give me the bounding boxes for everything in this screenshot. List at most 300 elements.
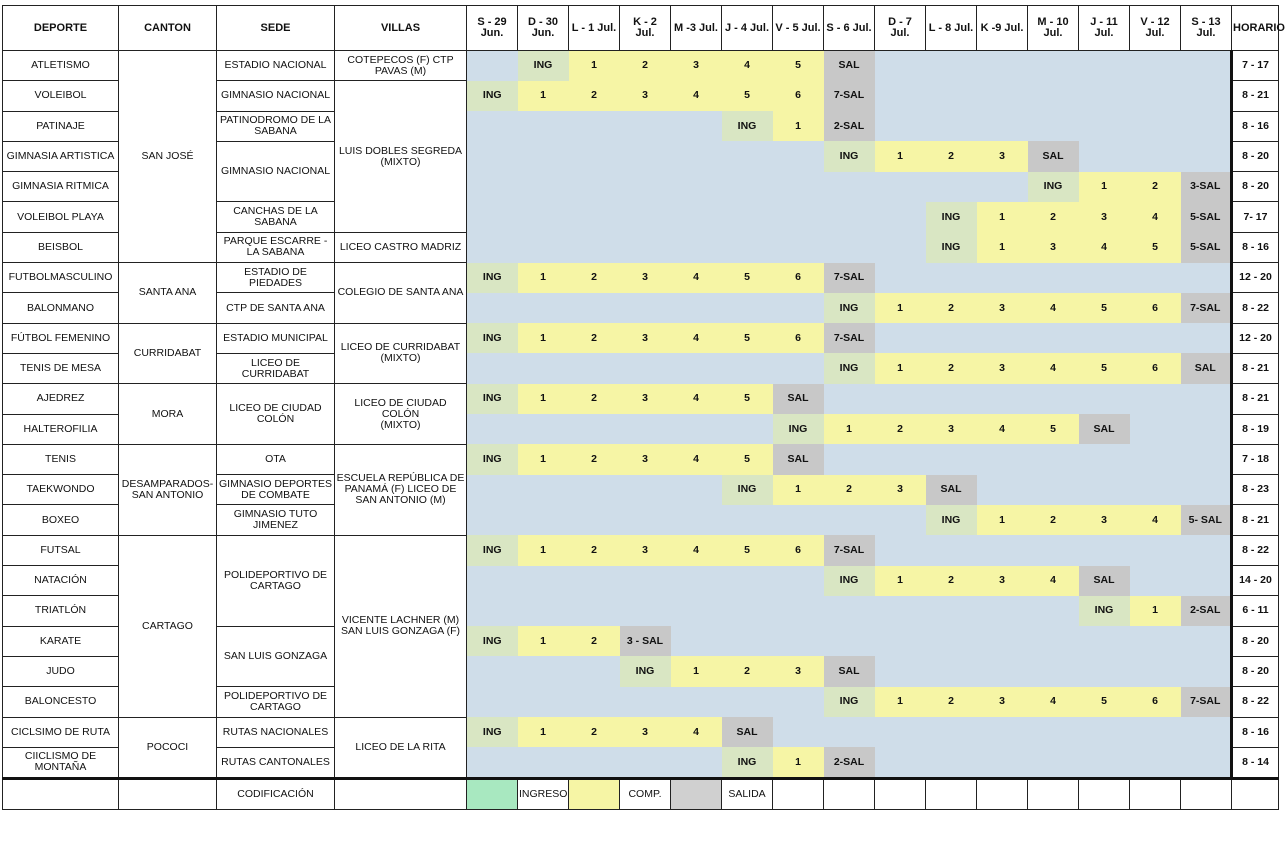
- table-row: [3, 263, 1279, 293]
- schedule-cell: [824, 232, 875, 262]
- legend-spacer: [824, 779, 875, 810]
- hours-cell: 14 - 20: [1232, 566, 1279, 596]
- schedule-cell: [875, 172, 926, 202]
- schedule-cell: 5: [722, 535, 773, 565]
- schedule-cell: [671, 172, 722, 202]
- schedule-cell: [671, 505, 722, 535]
- legend-spacer: [1130, 779, 1181, 810]
- schedule-cell: 2: [1028, 505, 1079, 535]
- schedule-cell: [1028, 626, 1079, 656]
- schedule-cell: [518, 566, 569, 596]
- schedule-cell: [1028, 656, 1079, 686]
- schedule-cell: [620, 596, 671, 626]
- schedule-cell: 3: [977, 687, 1028, 717]
- legend-spacer: [926, 779, 977, 810]
- schedule-cell: ING: [467, 81, 518, 111]
- schedule-cell: [926, 717, 977, 747]
- header-day: K - 2 Jul.: [620, 6, 671, 51]
- schedule-cell: [569, 111, 620, 141]
- sport-name: ATLETISMO: [3, 51, 119, 81]
- schedule-cell: 1: [773, 111, 824, 141]
- schedule-cell: 6: [773, 81, 824, 111]
- schedule-cell: [467, 596, 518, 626]
- schedule-cell: [926, 596, 977, 626]
- schedule-cell: 1: [875, 141, 926, 171]
- schedule-cell: ING: [467, 626, 518, 656]
- schedule-cell: 5: [722, 263, 773, 293]
- schedule-cell: [1079, 475, 1130, 505]
- schedule-cell: 5: [1079, 353, 1130, 383]
- schedule-cell: [569, 566, 620, 596]
- schedule-cell: [1130, 414, 1181, 444]
- schedule-cell: [977, 323, 1028, 353]
- hours-cell: 8 - 16: [1232, 232, 1279, 262]
- schedule-cell: [1028, 323, 1079, 353]
- schedule-cell: [1181, 111, 1232, 141]
- schedule-cell: [722, 141, 773, 171]
- schedule-cell: [875, 626, 926, 656]
- schedule-cell: 3: [620, 81, 671, 111]
- schedule-cell: [1130, 747, 1181, 778]
- schedule-cell: [977, 81, 1028, 111]
- schedule-cell: 4: [1028, 687, 1079, 717]
- canton-name: MORA: [119, 384, 217, 445]
- schedule-cell: 4: [1079, 232, 1130, 262]
- sport-name: TRIATLÓN: [3, 596, 119, 626]
- schedule-cell: 3: [620, 444, 671, 474]
- schedule-cell: [620, 293, 671, 323]
- canton-name: SAN JOSÉ: [119, 51, 217, 263]
- schedule-cell: [875, 263, 926, 293]
- schedule-cell: 5: [722, 444, 773, 474]
- legend-spacer: [1028, 779, 1079, 810]
- schedule-cell: [1181, 475, 1232, 505]
- sport-name: VOLEIBOL PLAYA: [3, 202, 119, 232]
- schedule-cell: [722, 202, 773, 232]
- schedule-cell: [518, 293, 569, 323]
- schedule-cell: [620, 414, 671, 444]
- schedule-cell: ING: [824, 293, 875, 323]
- venue-name: GIMNASIO DEPORTES DE COMBATE: [217, 475, 335, 505]
- schedule-cell: [722, 626, 773, 656]
- schedule-cell: [773, 505, 824, 535]
- schedule-cell: [620, 202, 671, 232]
- schedule-cell: [467, 475, 518, 505]
- schedule-cell: SAL: [1181, 353, 1232, 383]
- sport-name: BOXEO: [3, 505, 119, 535]
- header-day: S - 29 Jun.: [467, 6, 518, 51]
- sport-name: NATACIÓN: [3, 566, 119, 596]
- legend-ingreso-label: INGRESO: [518, 779, 569, 810]
- schedule-cell: [620, 232, 671, 262]
- schedule-cell: 2: [620, 51, 671, 81]
- schedule-cell: 3 - SAL: [620, 626, 671, 656]
- schedule-cell: [518, 111, 569, 141]
- schedule-cell: [824, 717, 875, 747]
- schedule-cell: [977, 444, 1028, 474]
- schedule-cell: 5: [1079, 293, 1130, 323]
- schedule-cell: [1079, 263, 1130, 293]
- schedule-cell: [875, 232, 926, 262]
- schedule-cell: [569, 141, 620, 171]
- schedule-cell: [926, 51, 977, 81]
- schedule-cell: [1130, 141, 1181, 171]
- schedule-cell: ING: [773, 414, 824, 444]
- schedule-cell: [977, 717, 1028, 747]
- schedule-cell: [467, 414, 518, 444]
- schedule-cell: [926, 444, 977, 474]
- schedule-cell: [1079, 141, 1130, 171]
- venue-name: PARQUE ESCARRE - LA SABANA: [217, 232, 335, 262]
- schedule-cell: 4: [1028, 353, 1079, 383]
- header-day: V - 12 Jul.: [1130, 6, 1181, 51]
- schedule-cell: 2: [1130, 172, 1181, 202]
- schedule-cell: 6: [773, 323, 824, 353]
- schedule-cell: [977, 596, 1028, 626]
- legend-spacer: [773, 779, 824, 810]
- venue-name: GIMNASIO NACIONAL: [217, 81, 335, 111]
- schedule-cell: [518, 232, 569, 262]
- schedule-cell: 4: [671, 717, 722, 747]
- schedule-cell: 2: [926, 293, 977, 323]
- schedule-cell: [773, 596, 824, 626]
- schedule-cell: [977, 747, 1028, 778]
- legend-spacer: [119, 779, 217, 810]
- schedule-cell: 4: [1130, 505, 1181, 535]
- schedule-cell: [1028, 111, 1079, 141]
- schedule-cell: 2: [569, 384, 620, 414]
- schedule-cell: 5- SAL: [1181, 505, 1232, 535]
- schedule-cell: 1: [875, 687, 926, 717]
- schedule-cell: [1130, 323, 1181, 353]
- schedule-cell: 5-SAL: [1181, 232, 1232, 262]
- schedule-cell: [1130, 566, 1181, 596]
- schedule-cell: ING: [467, 263, 518, 293]
- sport-name: BALONMANO: [3, 293, 119, 323]
- schedule-cell: 2: [1028, 202, 1079, 232]
- schedule-cell: 2: [926, 566, 977, 596]
- schedule-cell: [875, 51, 926, 81]
- schedule-cell: [1130, 444, 1181, 474]
- hours-cell: 8 - 21: [1232, 81, 1279, 111]
- legend-spacer: [3, 779, 119, 810]
- village-name: LICEO DE CIUDAD COLÓN (MIXTO): [335, 384, 467, 445]
- schedule-cell: [467, 172, 518, 202]
- schedule-cell: 7-SAL: [824, 323, 875, 353]
- hours-cell: 7 - 18: [1232, 444, 1279, 474]
- schedule-cell: 2: [926, 687, 977, 717]
- venue-name: GIMNASIO NACIONAL: [217, 141, 335, 202]
- header-villas: VILLAS: [335, 6, 467, 51]
- schedule-cell: [1181, 747, 1232, 778]
- schedule-cell: [671, 293, 722, 323]
- schedule-cell: [1028, 596, 1079, 626]
- schedule-cell: [722, 687, 773, 717]
- schedule-cell: [773, 293, 824, 323]
- schedule-cell: 2-SAL: [1181, 596, 1232, 626]
- venue-name: LICEO DE CURRIDABAT: [217, 353, 335, 383]
- schedule-cell: [926, 111, 977, 141]
- legend-label: CODIFICACIÓN: [217, 779, 335, 810]
- schedule-cell: [1181, 717, 1232, 747]
- schedule-cell: 1: [518, 263, 569, 293]
- schedule-cell: [1028, 263, 1079, 293]
- schedule-cell: [620, 111, 671, 141]
- schedule-cell: [569, 293, 620, 323]
- schedule-cell: 2: [722, 656, 773, 686]
- schedule-cell: [1130, 656, 1181, 686]
- village-name: LICEO DE CURRIDABAT (MIXTO): [335, 323, 467, 384]
- schedule-cell: [1028, 81, 1079, 111]
- schedule-cell: 1: [1079, 172, 1130, 202]
- schedule-cell: 4: [671, 384, 722, 414]
- schedule-cell: [926, 384, 977, 414]
- schedule-cell: ING: [1079, 596, 1130, 626]
- legend-swatch-comp: [569, 779, 620, 810]
- schedule-cell: 3: [620, 384, 671, 414]
- hours-cell: 8 - 16: [1232, 111, 1279, 141]
- hours-cell: 7- 17: [1232, 202, 1279, 232]
- legend-spacer: [335, 779, 467, 810]
- schedule-cell: [977, 51, 1028, 81]
- schedule-cell: 3: [875, 475, 926, 505]
- header-day: K -9 Jul.: [977, 6, 1028, 51]
- village-name: LICEO DE LA RITA: [335, 717, 467, 779]
- schedule-cell: [1028, 747, 1079, 778]
- sport-name: GIMNASIA ARTISTICA: [3, 141, 119, 171]
- hours-cell: 8 - 19: [1232, 414, 1279, 444]
- schedule-cell: ING: [467, 717, 518, 747]
- schedule-cell: 2: [926, 141, 977, 171]
- header-day: V - 5 Jul.: [773, 6, 824, 51]
- schedule-cell: 7-SAL: [1181, 293, 1232, 323]
- schedule-cell: [1079, 51, 1130, 81]
- schedule-cell: 1: [824, 414, 875, 444]
- hours-cell: 6 - 11: [1232, 596, 1279, 626]
- canton-name: SANTA ANA: [119, 263, 217, 324]
- schedule-cell: ING: [620, 656, 671, 686]
- schedule-cell: [722, 232, 773, 262]
- schedule-cell: [1130, 626, 1181, 656]
- schedule-cell: [926, 626, 977, 656]
- schedule-cell: 6: [773, 535, 824, 565]
- hours-cell: 8 - 21: [1232, 384, 1279, 414]
- schedule-cell: [977, 263, 1028, 293]
- schedule-cell: SAL: [824, 656, 875, 686]
- sport-name: CIICLISMO DE MONTAÑA: [3, 747, 119, 778]
- schedule-cell: 3-SAL: [1181, 172, 1232, 202]
- schedule-cell: [1181, 263, 1232, 293]
- schedule-cell: 1: [875, 566, 926, 596]
- venue-name: CANCHAS DE LA SABANA: [217, 202, 335, 232]
- schedule-cell: [977, 626, 1028, 656]
- schedule-cell: 2: [569, 263, 620, 293]
- schedule-cell: [875, 747, 926, 778]
- legend-spacer: [977, 779, 1028, 810]
- schedule-cell: ING: [722, 111, 773, 141]
- schedule-cell: [1181, 323, 1232, 353]
- schedule-cell: 5: [1079, 687, 1130, 717]
- schedule-cell: ING: [467, 384, 518, 414]
- schedule-cell: [671, 202, 722, 232]
- schedule-cell: SAL: [824, 51, 875, 81]
- schedule-cell: 2: [926, 353, 977, 383]
- schedule-cell: [1079, 111, 1130, 141]
- schedule-cell: [875, 656, 926, 686]
- table-row: [3, 535, 1279, 565]
- schedule-cell: [926, 535, 977, 565]
- table-row: [3, 444, 1279, 474]
- schedule-cell: 5: [722, 81, 773, 111]
- schedule-cell: ING: [467, 535, 518, 565]
- sport-name: FÚTBOL FEMENINO: [3, 323, 119, 353]
- schedule-cell: [1181, 444, 1232, 474]
- schedule-cell: [569, 596, 620, 626]
- schedule-cell: ING: [722, 747, 773, 778]
- sport-name: GIMNASIA RITMICA: [3, 172, 119, 202]
- header-day: S - 13 Jul.: [1181, 6, 1232, 51]
- schedule-cell: [671, 566, 722, 596]
- venue-name: POLIDEPORTIVO DE CARTAGO: [217, 535, 335, 626]
- legend-spacer: [1232, 779, 1279, 810]
- schedule-cell: 1: [977, 232, 1028, 262]
- hours-cell: 8 - 22: [1232, 293, 1279, 323]
- sport-name: AJEDREZ: [3, 384, 119, 414]
- schedule-cell: [926, 172, 977, 202]
- header-day: J - 11 Jul.: [1079, 6, 1130, 51]
- schedule-cell: [620, 353, 671, 383]
- schedule-cell: SAL: [1079, 414, 1130, 444]
- venue-name: ESTADIO NACIONAL: [217, 51, 335, 81]
- schedule-cell: ING: [926, 202, 977, 232]
- schedule-cell: [1028, 475, 1079, 505]
- schedule-cell: 3: [977, 353, 1028, 383]
- schedule-cell: 2: [875, 414, 926, 444]
- schedule-cell: [1130, 717, 1181, 747]
- schedule-cell: [569, 232, 620, 262]
- table-row: [3, 323, 1279, 353]
- header-day: M -3 Jul.: [671, 6, 722, 51]
- venue-name: ESTADIO MUNICIPAL: [217, 323, 335, 353]
- schedule-cell: [1181, 51, 1232, 81]
- schedule-cell: [1130, 475, 1181, 505]
- schedule-cell: [569, 414, 620, 444]
- schedule-cell: [569, 202, 620, 232]
- legend-spacer: [875, 779, 926, 810]
- schedule-cell: [569, 747, 620, 778]
- schedule-cell: [977, 475, 1028, 505]
- sport-name: CICLSIMO DE RUTA: [3, 717, 119, 747]
- schedule-cell: [722, 566, 773, 596]
- venue-name: POLIDEPORTIVO DE CARTAGO: [217, 687, 335, 717]
- schedule-cell: [1181, 656, 1232, 686]
- header-day: L - 8 Jul.: [926, 6, 977, 51]
- schedule-cell: [467, 51, 518, 81]
- schedule-cell: [875, 111, 926, 141]
- schedule-cell: [875, 323, 926, 353]
- schedule-cell: SAL: [1028, 141, 1079, 171]
- schedule-cell: 3: [620, 717, 671, 747]
- sport-name: KARATE: [3, 626, 119, 656]
- legend-spacer: [1181, 779, 1232, 810]
- schedule-cell: 6: [1130, 293, 1181, 323]
- schedule-cell: 1: [518, 323, 569, 353]
- hours-cell: 8 - 21: [1232, 353, 1279, 383]
- schedule-cell: [569, 353, 620, 383]
- schedule-cell: 6: [1130, 353, 1181, 383]
- schedule-cell: [620, 172, 671, 202]
- schedule-cell: 4: [671, 535, 722, 565]
- schedule-cell: [773, 141, 824, 171]
- sport-name: BALONCESTO: [3, 687, 119, 717]
- hours-cell: 8 - 14: [1232, 747, 1279, 778]
- hours-cell: 12 - 20: [1232, 323, 1279, 353]
- schedule-cell: 3: [977, 566, 1028, 596]
- village-name: VICENTE LACHNER (M) SAN LUIS GONZAGA (F): [335, 535, 467, 717]
- schedule-cell: [467, 656, 518, 686]
- schedule-cell: [620, 141, 671, 171]
- legend-salida-label: SALIDA: [722, 779, 773, 810]
- schedule-table: [2, 5, 1285, 810]
- schedule-cell: 2: [569, 81, 620, 111]
- schedule-cell: [620, 566, 671, 596]
- schedule-cell: SAL: [773, 384, 824, 414]
- schedule-cell: [518, 596, 569, 626]
- schedule-cell: SAL: [926, 475, 977, 505]
- village-name: LUIS DOBLES SEGREDA (MIXTO): [335, 81, 467, 232]
- hours-cell: 8 - 23: [1232, 475, 1279, 505]
- schedule-cell: 5: [722, 323, 773, 353]
- schedule-cell: 1: [773, 747, 824, 778]
- legend-row: [3, 779, 1279, 810]
- schedule-cell: 1: [1130, 596, 1181, 626]
- schedule-cell: [926, 263, 977, 293]
- schedule-cell: ING: [722, 475, 773, 505]
- hours-cell: 8 - 21: [1232, 505, 1279, 535]
- schedule-cell: [620, 747, 671, 778]
- hours-cell: 12 - 20: [1232, 263, 1279, 293]
- schedule-cell: [1181, 384, 1232, 414]
- schedule-cell: [1079, 444, 1130, 474]
- schedule-cell: [773, 626, 824, 656]
- schedule-cell: [773, 687, 824, 717]
- schedule-cell: [824, 384, 875, 414]
- schedule-cell: [518, 141, 569, 171]
- schedule-cell: 3: [773, 656, 824, 686]
- hours-cell: 8 - 22: [1232, 535, 1279, 565]
- schedule-cell: [1028, 535, 1079, 565]
- schedule-cell: [467, 111, 518, 141]
- schedule-cell: 1: [518, 535, 569, 565]
- schedule-cell: [518, 747, 569, 778]
- schedule-cell: [824, 505, 875, 535]
- schedule-cell: 2: [569, 535, 620, 565]
- venue-name: LICEO DE CIUDAD COLÓN: [217, 384, 335, 445]
- header-horario: HORARIO: [1232, 6, 1279, 51]
- schedule-cell: 1: [773, 475, 824, 505]
- schedule-cell: [773, 717, 824, 747]
- schedule-cell: ING: [824, 141, 875, 171]
- schedule-cell: [1079, 717, 1130, 747]
- schedule-cell: [773, 202, 824, 232]
- schedule-cell: 4: [671, 444, 722, 474]
- schedule-cell: [1028, 384, 1079, 414]
- schedule-cell: [977, 111, 1028, 141]
- schedule-cell: [467, 566, 518, 596]
- schedule-cell: [671, 111, 722, 141]
- schedule-cell: [926, 747, 977, 778]
- schedule-cell: 7-SAL: [1181, 687, 1232, 717]
